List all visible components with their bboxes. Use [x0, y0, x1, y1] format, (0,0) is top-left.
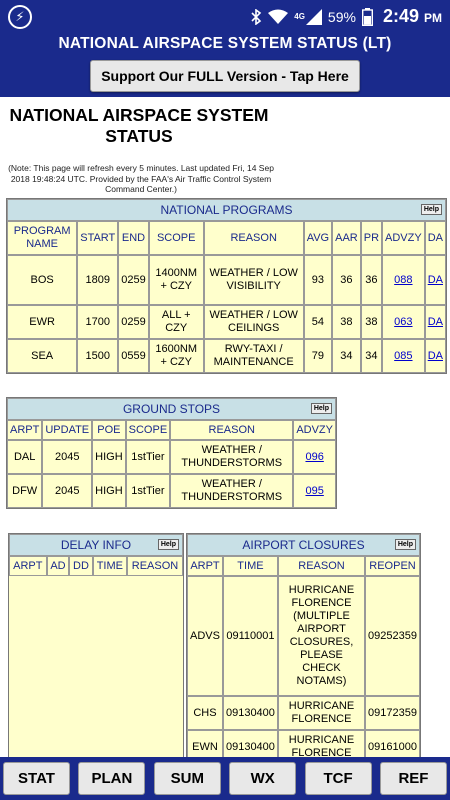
- cell-reason: HURRICANE FLORENCE: [278, 730, 365, 757]
- cell-advzy: [382, 339, 425, 373]
- cell-aar: 38: [332, 305, 361, 339]
- battery-percent: 59%: [327, 8, 356, 25]
- cell-aar: 34: [332, 339, 361, 373]
- advisory-link[interactable]: 063: [394, 315, 413, 328]
- cell-start: 1809: [77, 255, 118, 305]
- column-header: START: [77, 221, 118, 255]
- column-header: ARPT: [187, 556, 223, 576]
- help-button[interactable]: Help: [158, 539, 179, 550]
- column-header: REASON: [127, 556, 183, 576]
- support-full-version-button[interactable]: Support Our FULL Version - Tap Here: [90, 60, 360, 92]
- cell-avg: 54: [304, 305, 332, 339]
- cell-program: SEA: [7, 339, 77, 373]
- status-bar: [0, 0, 450, 33]
- cell-pr: 34: [361, 339, 382, 373]
- cell-avg: 93: [304, 255, 332, 305]
- advisory-link[interactable]: 095: [305, 484, 324, 497]
- cell-scope: 1stTier: [126, 440, 171, 474]
- column-header: REOPEN: [365, 556, 420, 576]
- wifi-icon: [268, 9, 288, 25]
- column-header: PROGRAM NAME: [7, 221, 77, 255]
- ground-stops-caption: GROUND STOPS Help: [7, 398, 336, 420]
- column-header: PR: [361, 221, 382, 255]
- status-icons: [250, 6, 442, 27]
- column-header: ARPT: [9, 556, 47, 576]
- cell-poe: HIGH: [92, 440, 126, 474]
- cell-reopen: 09161000: [365, 730, 420, 757]
- nav-plan-button[interactable]: PLAN: [78, 762, 145, 795]
- cell-update: 2045: [42, 474, 92, 508]
- empty-row: [9, 576, 183, 757]
- cell-pr: 38: [361, 305, 382, 339]
- cell-update: 2045: [42, 440, 92, 474]
- lightning-icon: ⚡: [8, 5, 32, 29]
- cell-start: 1500: [77, 339, 118, 373]
- table-row: [7, 305, 446, 339]
- cell-time: 09130400: [223, 696, 278, 730]
- column-header: REASON: [204, 221, 304, 255]
- cell-reason: WEATHER / LOW CEILINGS: [204, 305, 304, 339]
- da-link[interactable]: DA: [427, 315, 443, 328]
- cell-end: 0259: [118, 305, 148, 339]
- national-programs-table: [6, 198, 447, 374]
- column-header: AD: [47, 556, 70, 576]
- cell-reason: WEATHER / THUNDERSTORMS: [170, 474, 293, 508]
- column-header: AAR: [332, 221, 361, 255]
- cell-da: [425, 339, 446, 373]
- column-header: TIME: [223, 556, 278, 576]
- column-header: REASON: [170, 420, 293, 440]
- cell-advzy: [382, 255, 425, 305]
- cell-time: 09110001: [223, 576, 278, 696]
- column-header: UPDATE: [42, 420, 92, 440]
- column-header: SCOPE: [149, 221, 204, 255]
- nav-sum-button[interactable]: SUM: [154, 762, 221, 795]
- cell-program: EWR: [7, 305, 77, 339]
- cell-arpt: CHS: [187, 696, 223, 730]
- cell-program: BOS: [7, 255, 77, 305]
- column-header: ARPT: [7, 420, 42, 440]
- cell-scope: ALL + CZY: [149, 305, 204, 339]
- cell-reason: HURRICANE FLORENCE: [278, 696, 365, 730]
- column-header: REASON: [278, 556, 365, 576]
- cell-end: 0559: [118, 339, 148, 373]
- battery-icon: [362, 8, 373, 26]
- table-header-row: [7, 221, 446, 255]
- cell-reopen: 09252359: [365, 576, 420, 696]
- nav-stat-button[interactable]: STAT: [3, 762, 70, 795]
- advisory-link[interactable]: 096: [305, 450, 324, 463]
- cell-end: 0259: [118, 255, 148, 305]
- signal-icon: 4G: [294, 9, 322, 25]
- column-header: ADVZY: [382, 221, 425, 255]
- delay-info-table: [8, 533, 184, 757]
- table-row: [7, 474, 336, 508]
- cell-advzy: [293, 474, 336, 508]
- bottom-nav: [0, 757, 450, 800]
- page-title: NATIONAL AIRSPACE SYSTEM STATUS: [9, 105, 269, 146]
- cell-reason: HURRICANE FLORENCE (MULTIPLE AIRPORT CLOSURES, PLEASE CHECK NOTAMS): [278, 576, 365, 696]
- airport-closures-table: [186, 533, 421, 757]
- cell-da: [425, 305, 446, 339]
- table-header-row: [7, 420, 336, 440]
- help-button[interactable]: Help: [421, 204, 442, 215]
- table-row: [7, 255, 446, 305]
- delay-info-caption: DELAY INFO Help: [9, 534, 183, 556]
- column-header: TIME: [93, 556, 127, 576]
- empty-cell: [9, 576, 183, 757]
- cell-scope: 1stTier: [126, 474, 171, 508]
- help-button[interactable]: Help: [311, 403, 332, 414]
- column-header: AVG: [304, 221, 332, 255]
- column-header: ADVZY: [293, 420, 336, 440]
- column-header: SCOPE: [126, 420, 171, 440]
- cell-poe: HIGH: [92, 474, 126, 508]
- refresh-note: (Note: This page will refresh every 5 minutes. Last updated Fri, 14 Sep 2018 19:48:24 UTC. Provided by the FAA's Air Traffic Control System Command Center.): [8, 163, 274, 194]
- app-title: NATIONAL AIRSPACE SYSTEM STATUS (LT): [58, 35, 392, 52]
- cell-pr: 36: [361, 255, 382, 305]
- cell-time: 09130400: [223, 730, 278, 757]
- da-link[interactable]: DA: [427, 349, 443, 362]
- column-header: DA: [425, 221, 446, 255]
- main-content[interactable]: [0, 97, 450, 757]
- cell-arpt: DAL: [7, 440, 42, 474]
- table-row: [7, 339, 446, 373]
- table-row: [187, 696, 420, 730]
- cell-advzy: [293, 440, 336, 474]
- da-link[interactable]: DA: [427, 273, 443, 286]
- cell-avg: 79: [304, 339, 332, 373]
- column-header: POE: [92, 420, 126, 440]
- advisory-link[interactable]: 088: [394, 273, 413, 286]
- airport-closures-caption: AIRPORT CLOSURES Help: [187, 534, 420, 556]
- nav-wx-button[interactable]: WX: [229, 762, 296, 795]
- cell-advzy: [382, 305, 425, 339]
- cell-arpt: ADVS: [187, 576, 223, 696]
- cell-reason: WEATHER / THUNDERSTORMS: [170, 440, 293, 474]
- cell-da: [425, 255, 446, 305]
- cell-reason: WEATHER / LOW VISIBILITY: [204, 255, 304, 305]
- table-row: [187, 730, 420, 757]
- table-header-row: [9, 556, 183, 576]
- cell-reopen: 09172359: [365, 696, 420, 730]
- national-programs-caption: NATIONAL PROGRAMS Help: [7, 199, 446, 221]
- app-bar: [0, 33, 450, 97]
- column-header: DD: [69, 556, 92, 576]
- cell-scope: 1400NM + CZY: [149, 255, 204, 305]
- nav-ref-button[interactable]: REF: [380, 762, 447, 795]
- table-row: [7, 440, 336, 474]
- bluetooth-icon: [250, 9, 262, 25]
- nav-tcf-button[interactable]: TCF: [305, 762, 372, 795]
- cell-arpt: DFW: [7, 474, 42, 508]
- table-row: [187, 576, 420, 696]
- table-header-row: [187, 556, 420, 576]
- cell-reason: RWY-TAXI / MAINTENANCE: [204, 339, 304, 373]
- ground-stops-table: [6, 397, 337, 509]
- column-header: END: [118, 221, 148, 255]
- clock: 2:49 PM: [382, 6, 442, 26]
- advisory-link[interactable]: 085: [394, 349, 413, 362]
- help-button[interactable]: Help: [395, 539, 416, 550]
- cell-arpt: EWN: [187, 730, 223, 757]
- cell-aar: 36: [332, 255, 361, 305]
- cell-scope: 1600NM + CZY: [149, 339, 204, 373]
- cell-start: 1700: [77, 305, 118, 339]
